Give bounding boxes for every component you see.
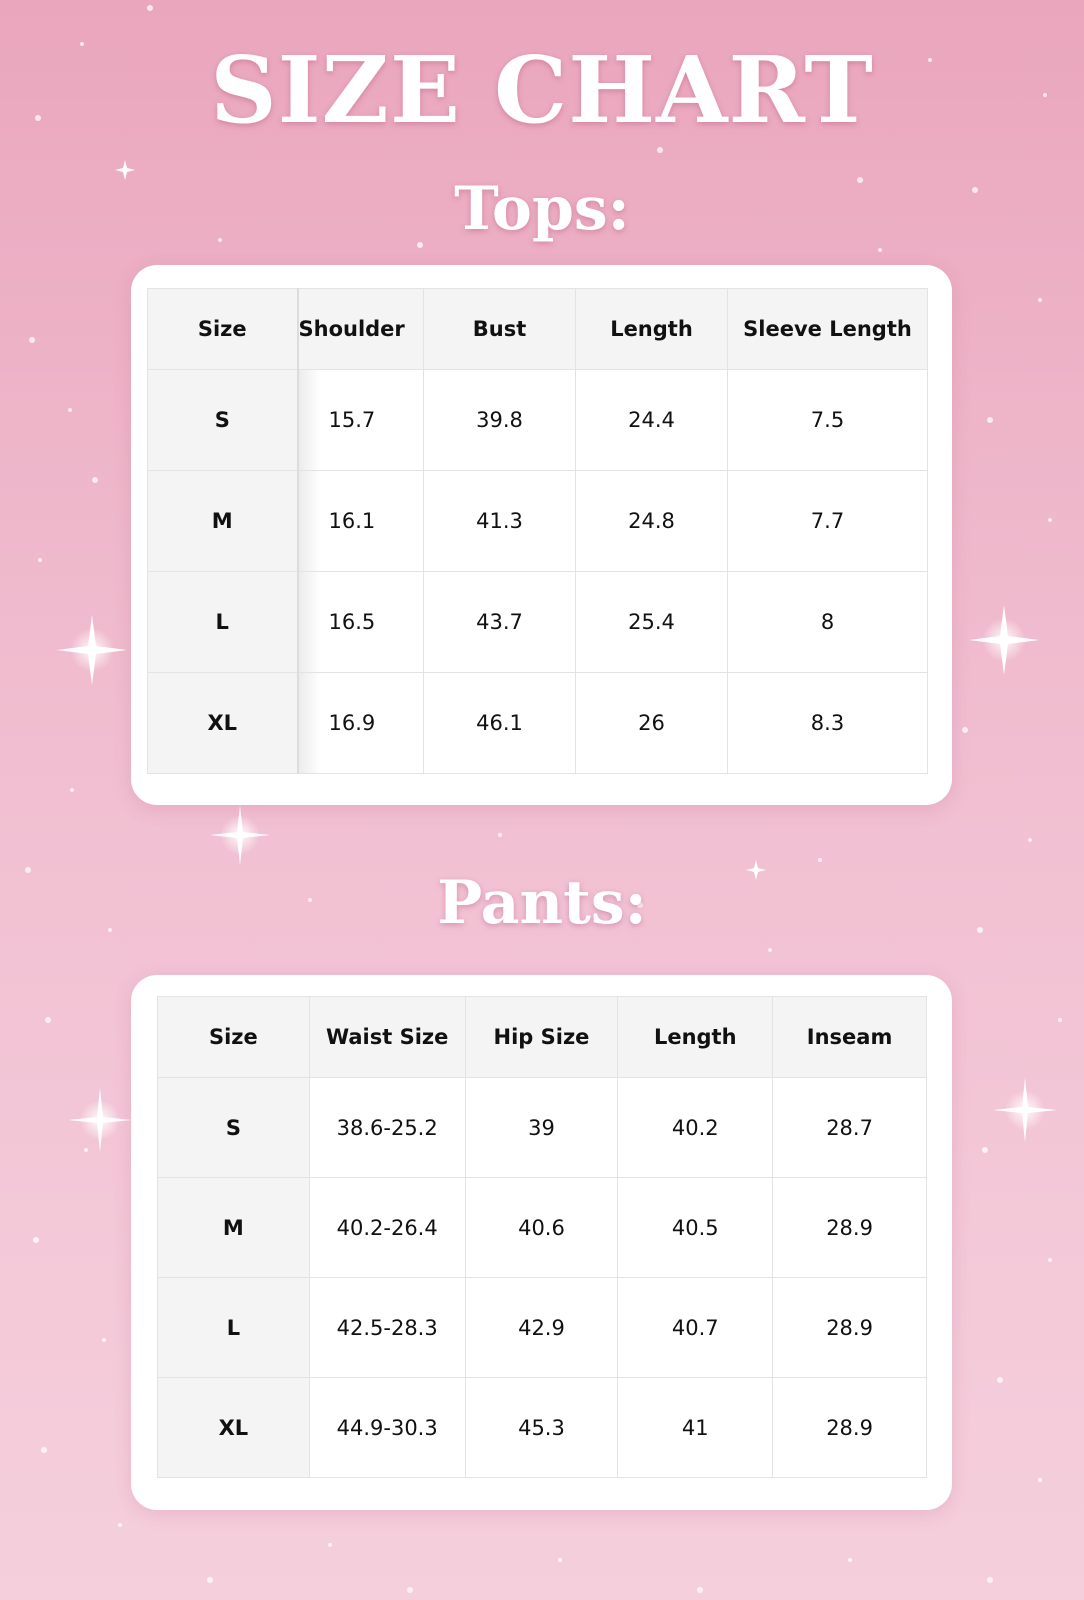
pants-size-table (157, 996, 927, 1478)
inseam-cell: 28.9 (773, 1278, 927, 1378)
table-row (148, 572, 928, 673)
shoulder-cell: 16.5 (298, 572, 424, 673)
table-row (148, 673, 928, 774)
shoulder-cell: 15.7 (298, 370, 424, 471)
length-cell: 40.5 (618, 1178, 773, 1278)
table-row (158, 1378, 927, 1478)
tops-heading: Tops: (454, 174, 630, 244)
table-row (158, 1078, 927, 1178)
column-header-shoulder: Shoulder (298, 289, 424, 370)
hip-size-cell: 39 (465, 1078, 618, 1178)
length-cell: 41 (618, 1378, 773, 1478)
tops-size-table (147, 288, 928, 774)
sleeve-length-cell: 8 (728, 572, 928, 673)
length-cell: 40.7 (618, 1278, 773, 1378)
table-header-row (158, 997, 927, 1078)
size-cell: L (158, 1278, 310, 1378)
table-row (158, 1178, 927, 1278)
bust-cell: 39.8 (424, 370, 576, 471)
column-header-inseam: Inseam (773, 997, 927, 1078)
column-header-sleeve-length: Sleeve Length (728, 289, 928, 370)
bust-cell: 46.1 (424, 673, 576, 774)
size-cell: XL (148, 673, 298, 774)
tops-card (131, 265, 952, 805)
inseam-cell: 28.9 (773, 1378, 927, 1478)
inseam-cell: 28.9 (773, 1178, 927, 1278)
column-header-length: Length (576, 289, 728, 370)
column-header-size: Size (148, 289, 298, 370)
column-header-bust: Bust (424, 289, 576, 370)
size-cell: M (158, 1178, 310, 1278)
column-header-size: Size (158, 997, 310, 1078)
table-header-row (148, 289, 928, 370)
length-cell: 26 (576, 673, 728, 774)
waist-size-cell: 42.5-28.3 (309, 1278, 465, 1378)
inseam-cell: 28.7 (773, 1078, 927, 1178)
hip-size-cell: 45.3 (465, 1378, 618, 1478)
sleeve-length-cell: 7.7 (728, 471, 928, 572)
waist-size-cell: 40.2-26.4 (309, 1178, 465, 1278)
shoulder-cell: 16.1 (298, 471, 424, 572)
table-row (158, 1278, 927, 1378)
size-cell: M (148, 471, 298, 572)
pants-heading: Pants: (437, 868, 647, 938)
size-cell: XL (158, 1378, 310, 1478)
waist-size-cell: 44.9-30.3 (309, 1378, 465, 1478)
bust-cell: 41.3 (424, 471, 576, 572)
column-header-length: Length (618, 997, 773, 1078)
table-row (148, 370, 928, 471)
hip-size-cell: 40.6 (465, 1178, 618, 1278)
size-cell: L (148, 572, 298, 673)
length-cell: 24.8 (576, 471, 728, 572)
length-cell: 40.2 (618, 1078, 773, 1178)
hip-size-cell: 42.9 (465, 1278, 618, 1378)
size-cell: S (158, 1078, 310, 1178)
shoulder-cell: 16.9 (298, 673, 424, 774)
pants-card (131, 975, 952, 1510)
page-title: SIZE CHART (210, 36, 874, 144)
size-cell: S (148, 370, 298, 471)
column-header-hip-size: Hip Size (465, 997, 618, 1078)
bust-cell: 43.7 (424, 572, 576, 673)
table-row (148, 471, 928, 572)
column-header-waist-size: Waist Size (309, 997, 465, 1078)
length-cell: 25.4 (576, 572, 728, 673)
sleeve-length-cell: 8.3 (728, 673, 928, 774)
length-cell: 24.4 (576, 370, 728, 471)
waist-size-cell: 38.6-25.2 (309, 1078, 465, 1178)
sleeve-length-cell: 7.5 (728, 370, 928, 471)
